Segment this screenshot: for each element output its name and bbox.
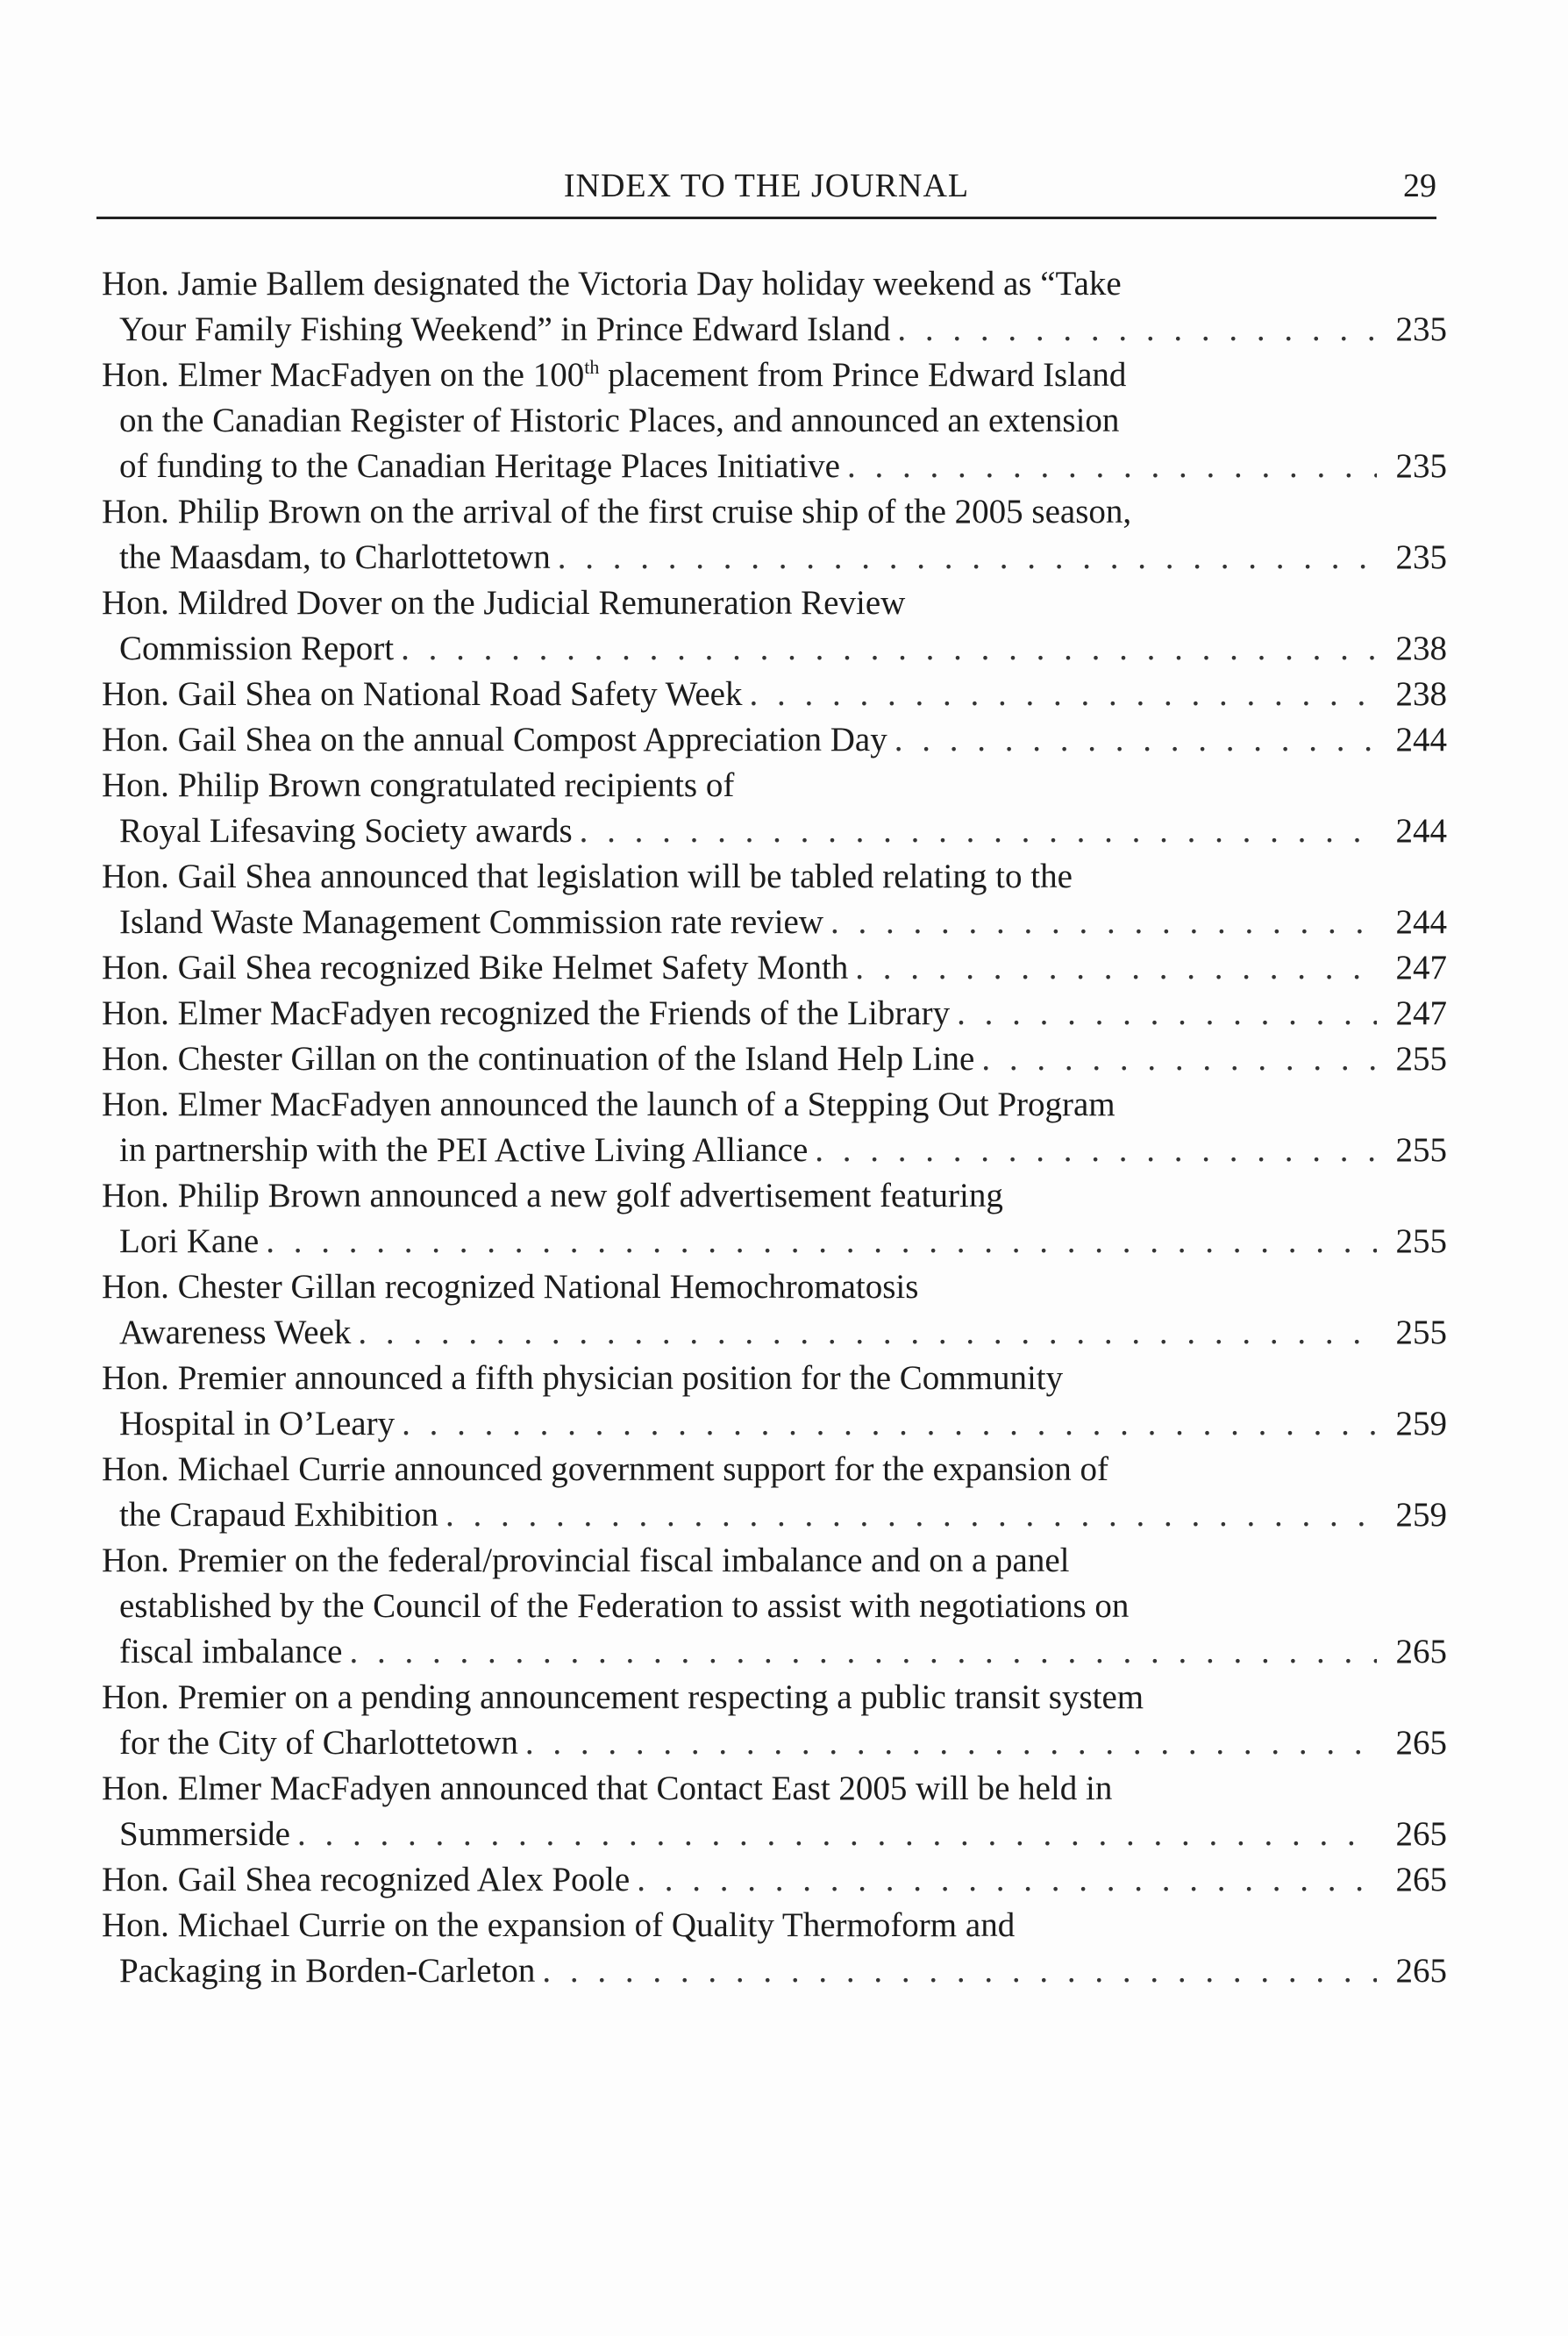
entry-line — [102, 808, 1447, 854]
entry-text: Summerside — [119, 1815, 290, 1853]
entry-line — [102, 261, 1447, 307]
entry-line — [102, 1720, 1447, 1766]
entry-line — [102, 1948, 1447, 1994]
entry-page-number: 238 — [1395, 675, 1447, 713]
index-entry — [102, 1036, 1447, 1082]
dot-leader — [445, 1492, 1377, 1538]
entry-line — [102, 854, 1447, 900]
entry-text: the Maasdam, to Charlottetown — [119, 538, 551, 576]
entry-text: Hon. Premier announced a fifth physician position for the Community — [102, 1359, 1064, 1397]
entry-line — [102, 1812, 1447, 1857]
dot-leader — [558, 535, 1377, 580]
entry-text: in partnership with the PEI Active Living Alliance — [119, 1131, 809, 1169]
entry-text: for the City of Charlottetown — [119, 1724, 518, 1762]
entry-text: Awareness Week — [119, 1314, 352, 1351]
index-entry — [102, 1264, 1447, 1356]
entry-page-number: 247 — [1395, 994, 1447, 1032]
dot-leader — [542, 1948, 1377, 1994]
dot-leader — [297, 1812, 1377, 1857]
entry-line — [102, 444, 1447, 489]
entry-line — [102, 991, 1447, 1036]
entry-text: Hon. Gail Shea announced that legislation will be tabled relating to the — [102, 858, 1073, 895]
entry-page-number: 235 — [1395, 447, 1447, 485]
index-entry — [102, 1903, 1447, 1994]
entry-line — [102, 1264, 1447, 1310]
dot-leader — [401, 626, 1377, 672]
entry-page-number: 265 — [1395, 1815, 1447, 1853]
entry-text: Hon. Gail Shea on the annual Compost Appreciation Day — [102, 721, 887, 758]
entry-line — [102, 1356, 1447, 1401]
entry-text: Packaging in Borden-Carleton — [119, 1952, 536, 1990]
dot-leader — [894, 717, 1377, 763]
entry-page-number: 265 — [1395, 1952, 1447, 1990]
entry-line — [102, 672, 1447, 717]
entry-line — [102, 1766, 1447, 1812]
entry-text: Hon. Mildred Dover on the Judicial Remuneration Review — [102, 584, 906, 622]
dot-leader — [749, 672, 1377, 717]
entry-line — [102, 1219, 1447, 1264]
index-entry — [102, 1447, 1447, 1538]
entry-line — [102, 1128, 1447, 1173]
entry-text: Hon. Elmer MacFadyen recognized the Friends of the Library — [102, 994, 951, 1032]
entry-line — [102, 1492, 1447, 1538]
entry-text: Hospital in O’Leary — [119, 1405, 396, 1442]
header-rule — [96, 217, 1436, 219]
entry-page-number: 255 — [1395, 1314, 1447, 1351]
entry-page-number: 255 — [1395, 1131, 1447, 1169]
entry-text: Hon. Gail Shea recognized Bike Helmet Safety Month — [102, 949, 849, 986]
index-entry — [102, 991, 1447, 1036]
index-entry — [102, 489, 1447, 580]
dot-leader — [637, 1857, 1377, 1903]
entry-line — [102, 1629, 1447, 1675]
index-entry — [102, 717, 1447, 763]
index-entry — [102, 1675, 1447, 1766]
entry-text: Hon. Elmer MacFadyen announced that Contact East 2005 will be held in — [102, 1770, 1113, 1807]
entry-text: Hon. Chester Gillan recognized National Hemochromatosis — [102, 1268, 919, 1306]
dot-leader — [981, 1036, 1377, 1082]
entry-page-number: 259 — [1395, 1496, 1447, 1534]
entry-line — [102, 626, 1447, 672]
entry-page-number: 235 — [1395, 538, 1447, 576]
index-entry — [102, 854, 1447, 945]
dot-leader — [580, 808, 1377, 854]
entry-line — [102, 307, 1447, 353]
index-entry — [102, 261, 1447, 353]
entry-text: Lori Kane — [119, 1222, 260, 1260]
entry-page-number: 265 — [1395, 1633, 1447, 1670]
entry-line — [102, 535, 1447, 580]
page-number: 29 — [1403, 167, 1436, 204]
entry-line — [102, 1857, 1447, 1903]
entry-text: Hon. Philip Brown announced a new golf advertisement featuring — [102, 1177, 1003, 1214]
entry-text: the Crapaud Exhibition — [119, 1496, 438, 1534]
entry-line — [102, 763, 1447, 808]
entry-text: Hon. Elmer MacFadyen announced the launch of a Stepping Out Program — [102, 1086, 1115, 1123]
entry-line — [102, 1036, 1447, 1082]
entry-line — [102, 1538, 1447, 1584]
entry-page-number: 244 — [1395, 812, 1447, 850]
entry-text: Hon. Premier on the federal/provincial fiscal imbalance and on a panel — [102, 1542, 1070, 1579]
index-entries — [102, 261, 1447, 1994]
entry-line — [102, 1675, 1447, 1720]
entry-text: Island Waste Management Commission rate review — [119, 903, 824, 941]
index-entry — [102, 580, 1447, 672]
entry-line — [102, 1584, 1447, 1629]
entry-text: Hon. Michael Currie announced government support for the expansion of — [102, 1450, 1109, 1488]
entry-page-number: 238 — [1395, 630, 1447, 667]
entry-text: of funding to the Canadian Heritage Places Initiative — [119, 447, 840, 485]
entry-line — [102, 1310, 1447, 1356]
entry-text: Hon. Philip Brown congratulated recipients of — [102, 766, 735, 804]
index-entry — [102, 672, 1447, 717]
entry-page-number: 265 — [1395, 1861, 1447, 1898]
dot-leader — [358, 1310, 1377, 1356]
index-entry — [102, 353, 1447, 489]
entry-line — [102, 1903, 1447, 1948]
entry-page-number: 235 — [1395, 310, 1447, 348]
dot-leader — [349, 1629, 1377, 1675]
entry-page-number: 265 — [1395, 1724, 1447, 1762]
entry-text: Hon. Philip Brown on the arrival of the first cruise ship of the 2005 season, — [102, 493, 1132, 531]
entry-text: Hon. Jamie Ballem designated the Victoria Day holiday weekend as “Take — [102, 265, 1122, 303]
entry-page-number: 255 — [1395, 1040, 1447, 1078]
entry-text: fiscal imbalance — [119, 1633, 343, 1670]
entry-text: Hon. Michael Currie on the expansion of Quality Thermoform and — [102, 1906, 1016, 1944]
entry-text: on the Canadian Register of Historic Places, and announced an extension — [119, 402, 1120, 439]
entry-line — [102, 1447, 1447, 1492]
running-title: INDEX TO THE JOURNAL — [563, 167, 970, 204]
entry-text: Royal Lifesaving Society awards — [119, 812, 573, 850]
entry-text: Your Family Fishing Weekend” in Prince Edward Island — [119, 310, 891, 348]
dot-leader — [402, 1401, 1377, 1447]
index-entry — [102, 1538, 1447, 1675]
entry-line — [102, 717, 1447, 763]
entry-page-number: 247 — [1395, 949, 1447, 986]
index-entry — [102, 945, 1447, 991]
dot-leader — [266, 1219, 1377, 1264]
dot-leader — [855, 945, 1377, 991]
entry-line — [102, 489, 1447, 535]
entry-line — [102, 398, 1447, 444]
entry-text: Hon. Elmer MacFadyen on the 100th placement from Prince Edward Island — [102, 356, 1127, 394]
index-entry — [102, 1173, 1447, 1264]
dot-leader — [897, 307, 1377, 353]
entry-line — [102, 353, 1447, 398]
dot-leader — [830, 900, 1377, 945]
dot-leader — [957, 991, 1377, 1036]
entry-text: Hon. Gail Shea on National Road Safety Week — [102, 675, 743, 713]
entry-page-number: 244 — [1395, 721, 1447, 758]
entry-page-number: 255 — [1395, 1222, 1447, 1260]
dot-leader — [847, 444, 1377, 489]
entry-text: established by the Council of the Federation to assist with negotiations on — [119, 1587, 1130, 1625]
index-entry — [102, 1857, 1447, 1903]
index-entry — [102, 763, 1447, 854]
entry-text: Commission Report — [119, 630, 395, 667]
index-entry — [102, 1356, 1447, 1447]
entry-line — [102, 900, 1447, 945]
dot-leader — [525, 1720, 1377, 1766]
entry-page-number: 259 — [1395, 1405, 1447, 1442]
page-header — [96, 167, 1436, 210]
entry-line — [102, 945, 1447, 991]
index-entry — [102, 1082, 1447, 1173]
entry-page-number: 244 — [1395, 903, 1447, 941]
entry-text: Hon. Chester Gillan on the continuation of the Island Help Line — [102, 1040, 975, 1078]
dot-leader — [815, 1128, 1377, 1173]
entry-text: Hon. Premier on a pending announcement respecting a public transit system — [102, 1678, 1144, 1716]
entry-line — [102, 580, 1447, 626]
entry-line — [102, 1401, 1447, 1447]
index-entry — [102, 1766, 1447, 1857]
entry-line — [102, 1082, 1447, 1128]
entry-text: Hon. Gail Shea recognized Alex Poole — [102, 1861, 631, 1898]
entry-line — [102, 1173, 1447, 1219]
